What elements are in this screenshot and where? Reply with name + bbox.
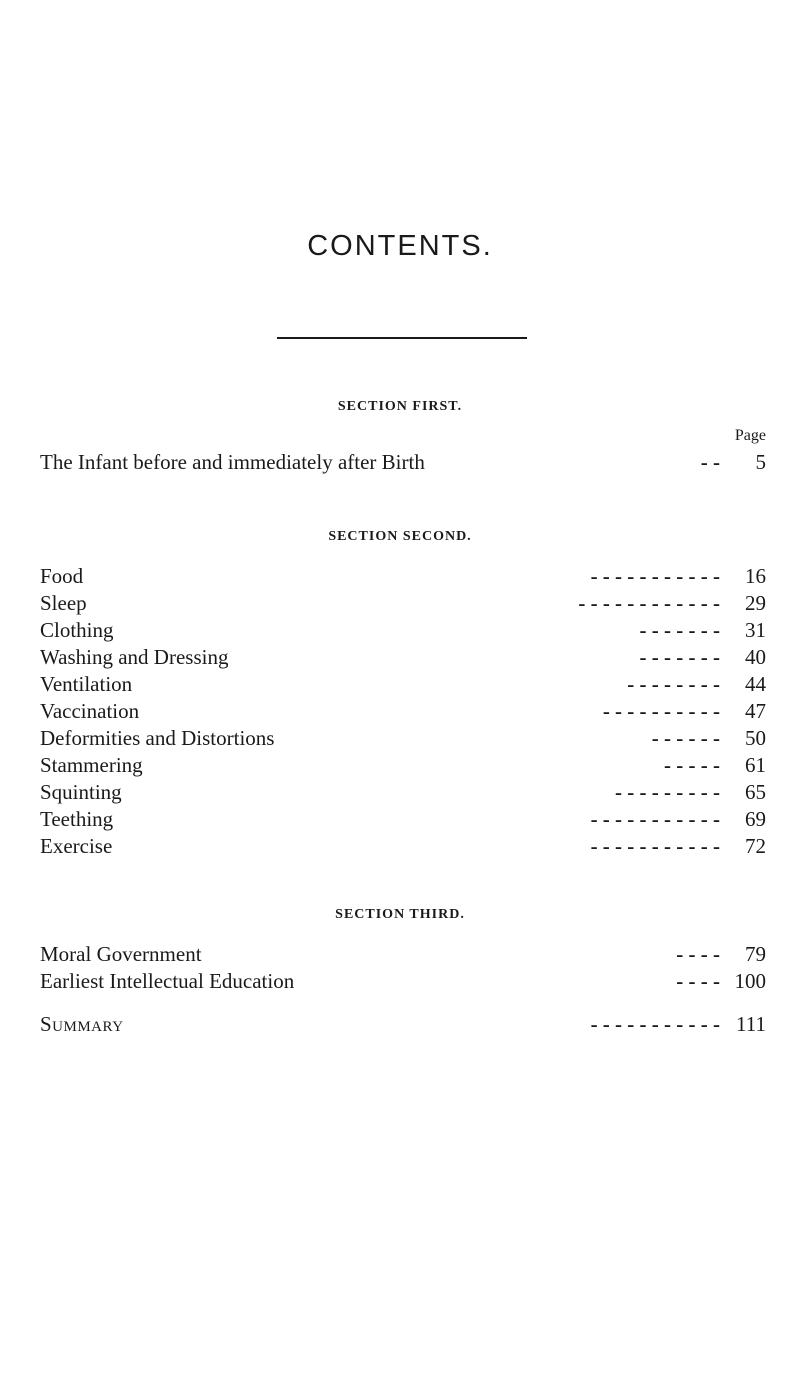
toc-entry bbox=[40, 563, 766, 589]
toc-entry-leader: - - - - - - - - - - bbox=[602, 699, 720, 723]
toc-entry-title: Exercise bbox=[40, 834, 113, 858]
toc-entry-leader: - - - - - - bbox=[651, 726, 720, 750]
toc-entry bbox=[40, 752, 766, 778]
toc-entry-leader: - - - - - - - - - - - - bbox=[578, 591, 720, 615]
toc-entry-page: 72 bbox=[745, 834, 766, 858]
section-third-heading: SECTION THIRD. bbox=[335, 907, 465, 922]
toc-entry-leader: - - - - - - - bbox=[639, 618, 720, 642]
toc-entry-page: 29 bbox=[745, 591, 766, 615]
toc-entry-title: Washing and Dressing bbox=[40, 645, 229, 669]
toc-entry-page: 100 bbox=[734, 969, 766, 993]
toc-entry-page: 69 bbox=[745, 807, 766, 831]
toc-entry bbox=[40, 968, 766, 994]
toc-entry-leader: - - - - - - - bbox=[639, 645, 720, 669]
toc-entry-title: Vaccination bbox=[40, 699, 140, 723]
toc-entry-title: Sleep bbox=[40, 591, 87, 615]
toc-entry-leader: - - - - - - - - - - - bbox=[590, 834, 720, 858]
toc-entry bbox=[40, 617, 766, 643]
toc-entry-title: Ventilation bbox=[40, 672, 133, 696]
toc-entry-title: Squinting bbox=[40, 780, 122, 804]
toc-entry-page: 79 bbox=[745, 942, 766, 966]
toc-entry-leader: - - - - bbox=[676, 942, 720, 966]
toc-entry bbox=[40, 644, 766, 670]
toc-entry-page: 111 bbox=[736, 1012, 766, 1036]
toc-entry-leader: - - - - - - - - bbox=[627, 672, 720, 696]
toc-entry bbox=[40, 806, 766, 832]
toc-entry-page: 16 bbox=[745, 564, 766, 588]
toc-entry-title: Clothing bbox=[40, 618, 114, 642]
toc-entry-title: Earliest Intellectual Education bbox=[40, 969, 295, 993]
toc-entry-page: 44 bbox=[745, 672, 766, 696]
toc-entry-title: The Infant before and immediately after Birth bbox=[40, 450, 425, 474]
toc-entry bbox=[40, 590, 766, 616]
toc-entry-page: 47 bbox=[745, 699, 766, 723]
toc-entry bbox=[40, 833, 766, 859]
toc-entry bbox=[40, 671, 766, 697]
toc-entry-title: Moral Government bbox=[40, 942, 202, 966]
toc-entry bbox=[40, 941, 766, 967]
page-column-label: Page bbox=[734, 427, 766, 444]
toc-entry-summary bbox=[40, 1011, 766, 1037]
section-second-heading: SECTION SECOND. bbox=[328, 529, 472, 544]
toc-entry-page: 65 bbox=[745, 780, 766, 804]
toc-entry-leader: - - - - - - - - - - - bbox=[590, 1012, 720, 1036]
page-title: CONTENTS. bbox=[307, 230, 493, 262]
toc-entry-title: Summary bbox=[40, 1012, 124, 1036]
toc-entry-page: 31 bbox=[745, 618, 766, 642]
toc-entry-page: 40 bbox=[745, 645, 766, 669]
section-first-heading: SECTION FIRST. bbox=[337, 399, 463, 414]
toc-entry-page: 50 bbox=[745, 726, 766, 750]
toc-entry bbox=[40, 779, 766, 805]
toc-entry-leader: - - - - - - - - - - - bbox=[590, 564, 720, 588]
toc-entry-leader: - - - - - - - - - bbox=[615, 780, 720, 804]
toc-entry-page: 5 bbox=[755, 450, 766, 474]
toc-entry-page: 61 bbox=[745, 753, 766, 777]
toc-entry-leader: - - - - bbox=[676, 969, 720, 993]
toc-entry bbox=[40, 698, 766, 724]
toc-entry-title: Teething bbox=[40, 807, 114, 831]
toc-entry-title: Food bbox=[40, 564, 84, 588]
toc-entry-leader: - - bbox=[700, 450, 720, 474]
toc-entry-title: Deformities and Distortions bbox=[40, 726, 275, 750]
toc-entry bbox=[40, 725, 766, 751]
toc-entry-leader: - - - - - - - - - - - bbox=[590, 807, 720, 831]
toc-entry-title: Stammering bbox=[40, 753, 143, 777]
toc-entry bbox=[40, 449, 766, 475]
toc-entry-leader: - - - - - bbox=[664, 753, 720, 777]
title-divider bbox=[277, 337, 527, 339]
